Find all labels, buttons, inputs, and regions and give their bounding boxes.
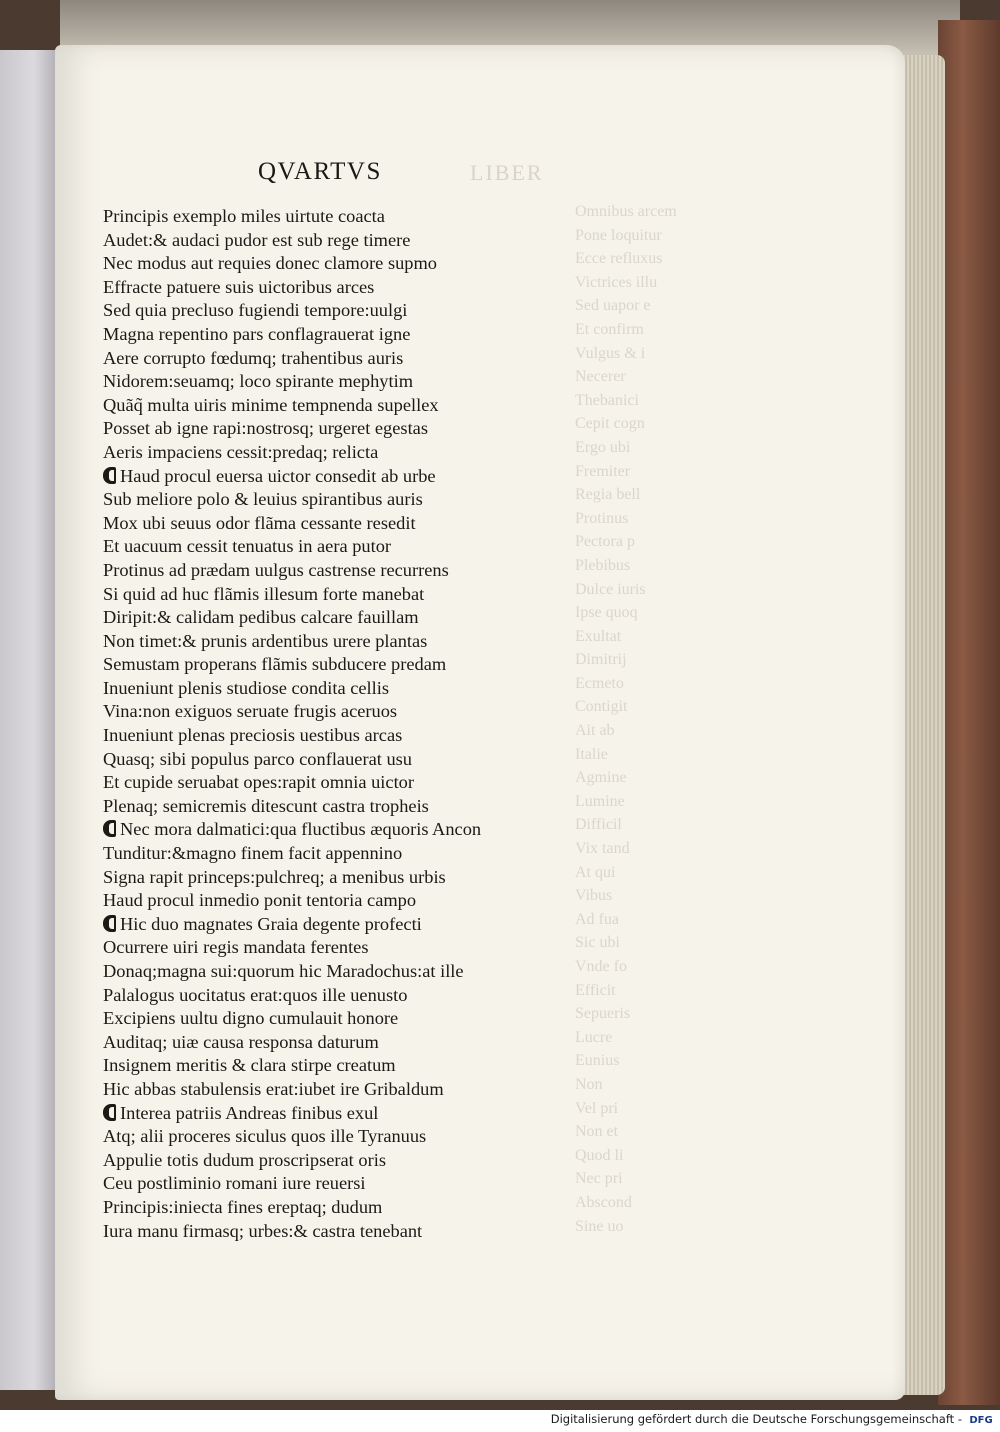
bleed-through-line: Regia bell — [575, 486, 641, 504]
verse-line-text: Haud procul euersa uictor consedit ab urbe — [120, 465, 436, 486]
verse-line — [103, 795, 523, 819]
bleed-through-line: Eunius — [575, 1052, 620, 1070]
verse-line — [103, 370, 523, 394]
bleed-through-line: Cepit cogn — [575, 415, 645, 433]
verse-line — [103, 1078, 523, 1102]
bleed-through-line: Difficil — [575, 816, 622, 834]
bleed-through-line: Lumine — [575, 792, 625, 810]
verse-line — [103, 1007, 523, 1031]
verse-line-text: Excipiens uultu digno cumulauit honore — [103, 1008, 399, 1029]
verse-line — [103, 417, 523, 441]
verse-line — [103, 960, 523, 984]
verse-line-text: Protinus ad prædam uulgus castrense recurrens — [103, 559, 449, 580]
bleed-through-line: Ait ab — [575, 722, 615, 740]
bleed-through-text — [575, 200, 695, 1250]
verse-line-text: Nec mora dalmatici:qua fluctibus æquoris Ancon — [120, 819, 482, 840]
verse-line — [103, 441, 523, 465]
verse-line — [103, 748, 523, 772]
verse-line-text: Diripit:& calidam pedibus calcare fauillam — [103, 607, 419, 628]
bleed-through-line: Sepueris — [575, 1005, 631, 1023]
verse-line — [103, 488, 523, 512]
bleed-through-line: Abscond — [575, 1193, 632, 1211]
verse-line-text: Insignem meritis & clara stirpe creatum — [103, 1055, 396, 1076]
verse-line — [103, 299, 523, 323]
verse-line-text: Haud procul inmedio ponit tentoria campo — [103, 890, 417, 911]
bleed-through-header: LIBER — [470, 160, 544, 185]
bleed-through-line: Ergo ubi — [575, 438, 631, 456]
verse-line — [103, 347, 523, 371]
verse-line-text: Quãq̃ multa uiris minime tempnenda supellex — [103, 394, 439, 415]
verse-line-text: Atq; alii proceres siculus quos ille Tyranuus — [103, 1126, 427, 1147]
verse-line — [103, 630, 523, 654]
verse-line — [103, 1220, 523, 1244]
bleed-through-line: Sine uo — [575, 1217, 624, 1235]
bleed-through-line: Sic ubi — [575, 934, 620, 952]
bleed-through-line: Ecmeto — [575, 674, 624, 692]
paragraph-mark-icon — [103, 915, 116, 932]
paragraph-mark-icon — [103, 467, 116, 484]
verse-line — [103, 559, 523, 583]
verse-line — [103, 252, 523, 276]
verse-line — [103, 842, 523, 866]
verse-line-text: Si quid ad huc flãmis illesum forte manebat — [103, 583, 425, 604]
verse-line — [103, 205, 523, 229]
bleed-through-line: Exultat — [575, 627, 622, 645]
paragraph-mark-icon — [103, 1104, 116, 1121]
verse-line — [103, 653, 523, 677]
bleed-through-line: Italie — [575, 745, 608, 763]
verse-line-text: Sub meliore polo & leuius spirantibus auris — [103, 489, 423, 510]
verse-line — [103, 465, 523, 489]
bleed-through-line: At qui — [575, 863, 616, 881]
verse-line-text: Interea patriis Andreas finibus exul — [120, 1102, 379, 1123]
verse-line-text: Audet:& audaci pudor est sub rege timere — [103, 229, 411, 250]
bleed-through-line: Protinus — [575, 509, 629, 527]
bleed-through-line: Contigit — [575, 698, 628, 716]
verse-line — [103, 1196, 523, 1220]
verse-line — [103, 1125, 523, 1149]
verse-line-text: Signa rapit princeps:pulchreq; a menibus urbis — [103, 866, 446, 887]
verse-line — [103, 535, 523, 559]
verse-line — [103, 818, 523, 842]
verse-line-text: Inueniunt plenas preciosis uestibus arcas — [103, 725, 403, 746]
bleed-through-line: Victrices illu — [575, 273, 658, 291]
bleed-through-line: Dimitrij — [575, 651, 627, 669]
verse-line — [103, 606, 523, 630]
verse-line — [103, 512, 523, 536]
verse-line — [103, 889, 523, 913]
bleed-through-line: Necerer — [575, 368, 626, 386]
verse-line-text: Et uacuum cessit tenuatus in aera putor — [103, 536, 392, 557]
verse-line-text: Principis exemplo miles uirtute coacta — [103, 206, 385, 226]
bleed-through-line: Ipse quoq — [575, 604, 638, 622]
verse-line — [103, 936, 523, 960]
bleed-through-line: Fremiter — [575, 462, 631, 480]
verse-line-text: Mox ubi seuus odor flãma cessante resedit — [103, 512, 416, 533]
bleed-through-line: Thebanici — [575, 391, 639, 409]
bleed-through-line: Vulgus & i — [575, 344, 646, 362]
verse-line-text: Aeris impaciens cessit:predaq; relicta — [103, 441, 379, 462]
verse-line-text: Ceu postliminio romani iure reuersi — [103, 1173, 366, 1194]
verse-line — [103, 1102, 523, 1126]
bleed-through-line: Plebibus — [575, 556, 631, 574]
bleed-through-line: Vix tand — [575, 840, 630, 858]
bleed-through-line: Vnde fo — [575, 958, 627, 975]
running-head: QVARTVS — [258, 158, 382, 185]
verse-line-text: Tunditur:&magno finem facit appennino — [103, 843, 403, 864]
verse-line-text: Palalogus uocitatus erat:quos ille uenusto — [103, 984, 408, 1005]
bleed-through-line: Vibus — [575, 887, 613, 905]
verse-line-text: Ocurrere uiri regis mandata ferentes — [103, 937, 369, 958]
paragraph-mark-icon — [103, 820, 116, 837]
verse-line-text: Aere corrupto fœdumq; trahentibus auris — [103, 347, 404, 368]
verse-line-text: Semustam properans flãmis subducere predam — [103, 654, 447, 675]
verse-line-text: Plenaq; semicremis ditescunt castra tropheis — [103, 795, 429, 816]
bleed-through-line: Omnibus arcem — [575, 203, 677, 220]
verse-line — [103, 984, 523, 1008]
verse-line — [103, 1031, 523, 1055]
verse-line — [103, 276, 523, 300]
verse-line-text: Sed quia precluso fugiendi tempore:uulgi — [103, 300, 408, 321]
bleed-through-line: Quod li — [575, 1146, 624, 1164]
verse-line-text: Auditaq; uiæ causa responsa daturum — [103, 1031, 379, 1052]
verse-line-text: Magna repentino pars conflagrauerat igne — [103, 323, 411, 344]
bleed-through-line: Pone loquitur — [575, 226, 662, 244]
bleed-through-line: Agmine — [575, 769, 627, 787]
bleed-through-line: Non — [575, 1075, 603, 1093]
verse-line — [103, 394, 523, 418]
bleed-through-line: Non et — [575, 1123, 619, 1141]
bleed-through-line: Sed uapor e — [575, 297, 651, 315]
verse-line-text: Appulie totis dudum proscripserat oris — [103, 1149, 386, 1170]
bleed-through-line: Lucre — [575, 1028, 613, 1046]
digitization-credit: Digitalisierung gefördert durch die Deutsche Forschungsgemeinschaft - — [550, 1412, 962, 1426]
verse-text — [103, 205, 523, 1243]
verse-line-text: Nec modus aut requies donec clamore supmo — [103, 253, 437, 274]
verse-line-text: Inueniunt plenis studiose condita cellis — [103, 677, 390, 698]
verse-line-text: Vina:non exiguos seruate frugis aceruos — [103, 701, 398, 722]
verse-line — [103, 771, 523, 795]
verse-line — [103, 583, 523, 607]
verse-line — [103, 1054, 523, 1078]
verse-line-text: Donaq;magna sui:quorum hic Maradochus:at ille — [103, 961, 464, 981]
bleed-through-line: Nec pri — [575, 1170, 623, 1188]
verse-line-text: Principis:iniecta fines ereptaq; dudum — [103, 1196, 383, 1217]
verse-line-text: Posset ab igne rapi:nostrosq; urgeret egestas — [103, 418, 429, 439]
verse-line-text: Quasq; sibi populus parco conflauerat usu — [103, 748, 412, 769]
verse-line — [103, 323, 523, 347]
bleed-through-line: Pectora p — [575, 533, 635, 551]
bleed-through-line: Ad fua — [575, 910, 619, 928]
verse-line-text: Nidorem:seuamq; loco spirante mephytim — [103, 371, 414, 392]
verse-line-text: Hic duo magnates Graia degente profecti — [120, 913, 422, 934]
book-cover-edge — [938, 20, 1000, 1405]
verse-line-text: Iura manu firmasq; urbes:& castra tenebant — [103, 1220, 423, 1241]
verse-line — [103, 1149, 523, 1173]
bleed-through-line: Et confirm — [575, 320, 644, 338]
verse-line-text: Effracte patuere suis uictoribus arces — [103, 276, 375, 297]
verse-line-text: Non timet:& prunis ardentibus urere plantas — [103, 630, 428, 651]
verse-line-text: Et cupide seruabat opes:rapit omnia uictor — [103, 772, 415, 793]
bleed-through-line: Vel pri — [575, 1099, 619, 1117]
dfg-logo: DFG — [969, 1415, 993, 1426]
bleed-through-line: Efficit — [575, 981, 616, 999]
verse-line — [103, 866, 523, 890]
bleed-through-line: Ecce refluxus — [575, 250, 663, 268]
verse-line — [103, 677, 523, 701]
verse-line — [103, 913, 523, 937]
bleed-through-line: Dulce iuris — [575, 580, 646, 598]
verse-line — [103, 1172, 523, 1196]
verse-line — [103, 229, 523, 253]
verse-line — [103, 700, 523, 724]
verse-line — [103, 724, 523, 748]
verse-line-text: Hic abbas stabulensis erat:iubet ire Gribaldum — [103, 1078, 444, 1099]
